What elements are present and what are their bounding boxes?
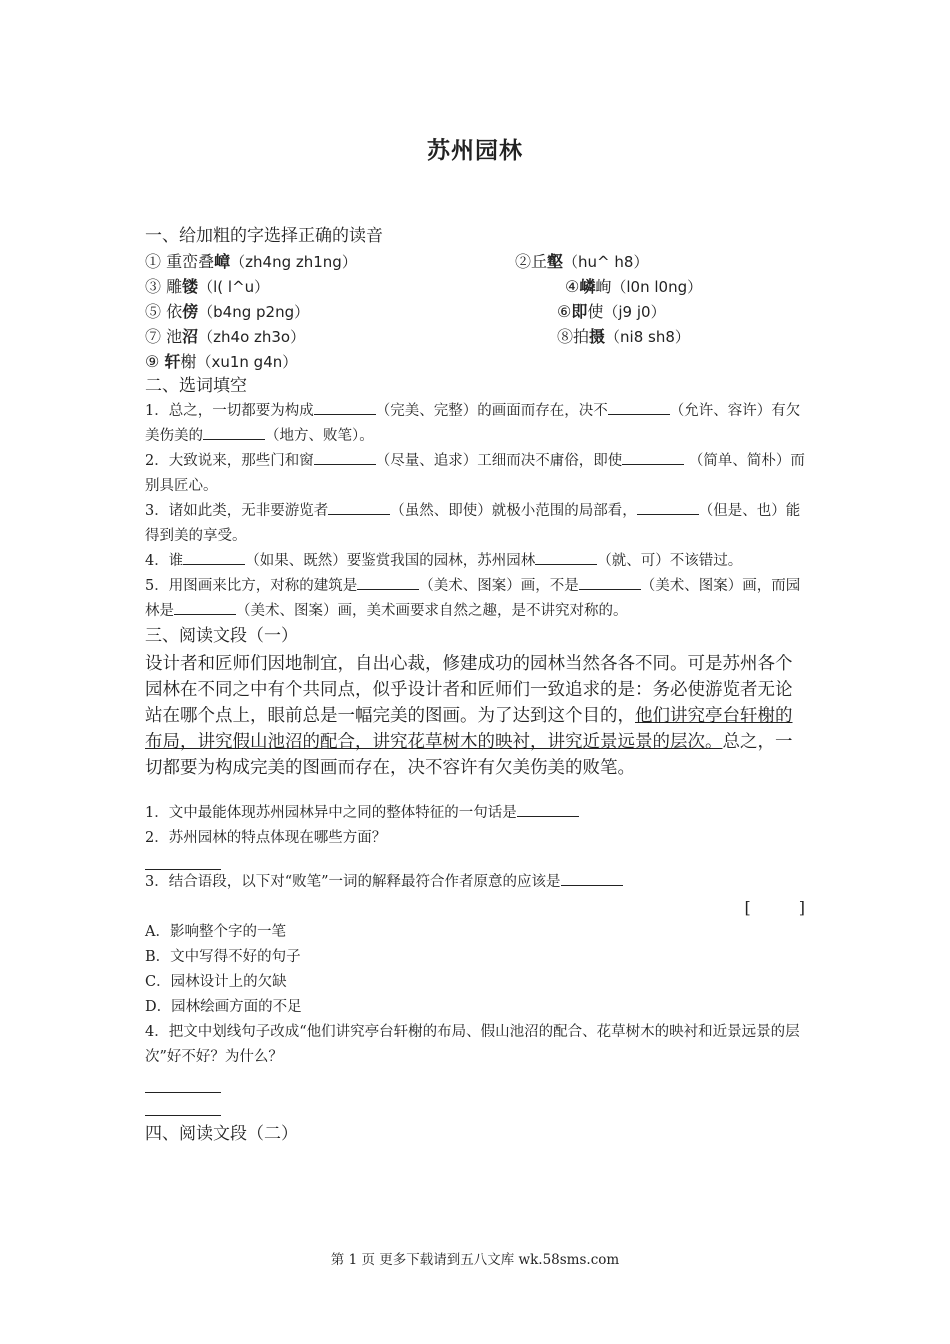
item-9: ⑨ 轩榭（xu1n g4n） — [145, 352, 298, 371]
answer-blank[interactable] — [535, 550, 597, 565]
answer-blank[interactable] — [203, 425, 265, 440]
item-5: ⑤ 依傍（b4ng p2ng） — [145, 302, 310, 321]
page-footer: 第 1 页 更多下载请到五八文库 wk.58sms.com — [330, 1252, 620, 1268]
pinyin-row — [145, 349, 805, 374]
answer-blank[interactable] — [174, 600, 236, 615]
reading-question-3: 3．结合语段，以下对“败笔”一词的解释最符合作者原意的应该是 — [145, 870, 805, 895]
answer-line[interactable] — [145, 1093, 221, 1116]
answer-blank[interactable] — [517, 802, 579, 817]
answer-line[interactable] — [145, 1070, 221, 1093]
fill-question-3: 3．诸如此类，无非要游览者 （虽然、即使）就极小范围的局部看， （但是、也）能得到美的享受。 — [145, 499, 805, 549]
pinyin-row — [145, 249, 805, 274]
item-4: ④嶙峋（l0n l0ng） — [565, 277, 703, 296]
answer-blank[interactable] — [314, 400, 376, 415]
fill-question-5: 5．用图画来比方，对称的建筑是 （美术、图案）画，不是 （美术、图案）画，而园林是 （美术、图案）画，美术画要求自然之趣，是不讲究对称的。 — [145, 574, 805, 624]
option-d: D．园林绘画方面的不足 — [145, 999, 302, 1015]
reading-question-4: 4．把文中划线句子改成“他们讲究亭台轩榭的布局、假山池沼的配合、花草树木的映衬和近景远景的层次”好不好？为什么？ — [145, 1024, 800, 1065]
section4-heading: 四、阅读文段（二） — [145, 1124, 298, 1144]
item-6: ⑥即使（j9 j0） — [557, 302, 666, 321]
answer-blank[interactable] — [328, 500, 390, 515]
answer-blank[interactable] — [561, 871, 623, 886]
pinyin-row — [145, 324, 805, 349]
answer-line[interactable] — [145, 851, 221, 870]
item-8: ⑧拍摄（ni8 sh8） — [557, 327, 690, 346]
underlined-sentence: 他们讲究亭台轩榭的布局，讲究假山池沼的配合，讲究花草树木的映衬，讲究近景远景的层次。 — [145, 706, 793, 752]
item-2: ②丘壑（hu^ h8） — [515, 252, 649, 271]
pinyin-row — [145, 299, 805, 324]
answer-blank[interactable] — [579, 575, 641, 590]
content — [145, 224, 805, 1147]
option-a: A．影响整个字的一笔 — [145, 924, 286, 940]
fill-question-1: 1．总之，一切都要为构成 （完美、完整）的画面而存在，决不 （允许、容许）有欠美伤美的 （地方、败笔）。 — [145, 399, 805, 449]
answer-blank[interactable] — [637, 500, 699, 515]
answer-blank[interactable] — [314, 450, 376, 465]
reading-question-1: 1．文中最能体现苏州园林异中之同的整体特征的一句话是 — [145, 801, 805, 826]
section3-heading: 三、阅读文段（一） — [145, 626, 298, 646]
fill-question-4: 4．谁 （如果、既然）要鉴赏我国的园林，苏州园林 （就、可）不该错过。 — [145, 549, 805, 574]
answer-blank[interactable] — [357, 575, 419, 590]
item-3: ③ 雕镂（l( l^u） — [145, 277, 270, 296]
reading-question-2: 2．苏州园林的特点体现在哪些方面？ — [145, 830, 387, 846]
answer-bracket[interactable]: [ ] — [744, 898, 805, 917]
section1-heading: 一、给加粗的字选择正确的读音 — [145, 226, 383, 246]
answer-blank[interactable] — [608, 400, 670, 415]
pinyin-row — [145, 274, 805, 299]
item-1: ① 重峦叠嶂（zh4ng zh1ng） — [145, 252, 357, 271]
option-b: B．文中写得不好的句子 — [145, 949, 301, 965]
answer-blank[interactable] — [622, 450, 684, 465]
section2-heading: 二、选词填空 — [145, 376, 247, 396]
option-c: C．园林设计上的欠缺 — [145, 974, 287, 990]
reading-passage: 设计者和匠师们因地制宜，自出心裁，修建成功的园林当然各各不同。可是苏州各个园林在不同之中有个共同点，似乎设计者和匠师们一致追求的是：务必使游览者无论站在哪个点上，眼前总是一幅完美的图画。为了达到这个目的，他们讲究亭台轩榭的布局，讲究假山池沼的配合，讲究花草树木的映衬，讲究近景远景的层次。总之，一切都要为构成完美的图画而存在，决不容许有欠美伤美的败笔。 — [145, 654, 793, 778]
answer-blank[interactable] — [183, 550, 245, 565]
fill-question-2: 2．大致说来，那些门和窗 （尽量、追求）工细而决不庸俗，即使 （简单、简朴）而别具匠心。 — [145, 449, 805, 499]
page-title: 苏州园林 — [427, 138, 523, 164]
item-7: ⑦ 池沼（zh4o zh3o） — [145, 327, 306, 346]
